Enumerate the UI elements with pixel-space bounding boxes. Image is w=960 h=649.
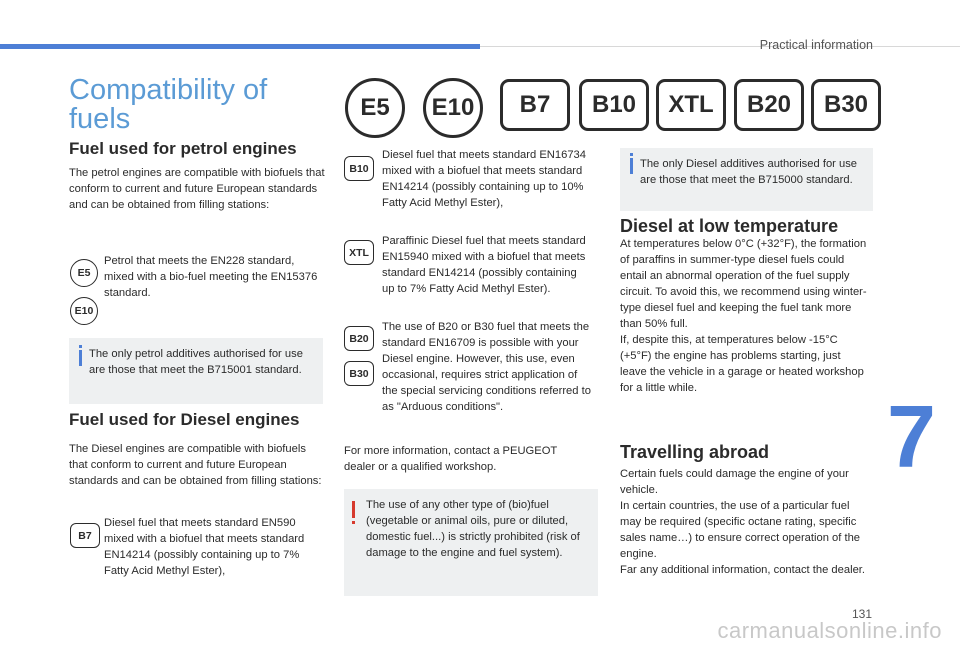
fuel-badge-xtl-large: XTL xyxy=(656,79,726,131)
info-icon xyxy=(79,350,82,366)
petrol-additives-note xyxy=(69,338,323,404)
abroad-paragraph-1: Certain fuels could damage the engine of your vehicle. xyxy=(620,468,849,496)
b7-text: Diesel fuel that meets standard EN590 mixed with a biofuel that meets standard EN14214 (possibly containing up to 7% Fatty Acid Methyl Ester), xyxy=(104,517,305,577)
diesel-additives-text: The only Diesel additives authorised for use are those that meet the B715000 standard. xyxy=(640,158,858,186)
warning-icon xyxy=(352,501,355,518)
fuel-badge-b30-large: B30 xyxy=(811,79,881,131)
abroad-heading: Travelling abroad xyxy=(620,442,770,462)
petrol-spec: Petrol that meets the EN228 standard, mixed with a bio-fuel meeting the EN15376 standard. xyxy=(104,255,318,299)
low-temp-text xyxy=(620,236,868,396)
low-temp-paragraph-1: At temperatures below 0°C (+32°F), the formation of paraffins in summer-type diesel fuels could entail an abnormal operation of the fuel supply circuit. To avoid this, we recommend using winter-type diesel fuel and keeping the fuel tank more than 50% full. xyxy=(620,238,867,330)
fuel-badge-b20-large: B20 xyxy=(734,79,804,131)
abroad-paragraph-2: In certain countries, the use of a particular fuel may be required (specific octane rating, specific sales name…) to ensure correct operation of the engine. xyxy=(620,500,861,560)
page-number: 131 xyxy=(851,607,872,621)
page-title xyxy=(69,76,267,134)
b7-badge: B7 xyxy=(70,523,100,548)
header-divider xyxy=(480,46,960,47)
xtl-text: Paraffinic Diesel fuel that meets standard EN15940 mixed with a biofuel that meets standard EN14214 (possibly containing up to 7% Fatty Acid Methyl Ester). xyxy=(382,235,586,295)
fuel-badge-e10-large: E10 xyxy=(423,78,483,138)
abroad-text xyxy=(620,466,870,578)
e10-badge: E10 xyxy=(70,297,98,325)
chapter-number: 7 xyxy=(887,387,936,486)
b20-badge: B20 xyxy=(344,326,374,351)
petrol-heading: Fuel used for petrol engines xyxy=(69,139,297,158)
b10-text: Diesel fuel that meets standard EN16734 mixed with a biofuel that meets standard EN14214 (possibly containing up to 10% Fatty Acid Methyl Ester), xyxy=(382,149,586,209)
page-title-line2: fuels xyxy=(69,103,131,135)
abroad-paragraph-3: Far any additional information, contact the dealer. xyxy=(620,564,866,576)
e5-badge: E5 xyxy=(70,259,98,287)
warning-note xyxy=(344,489,598,596)
warning-text: The use of any other type of (bio)fuel (vegetable or animal oils, pure or diluted, domestic fuel...) is strictly prohibited (risk of damage to the engine and fuel system). xyxy=(366,499,580,559)
b30-badge: B30 xyxy=(344,361,374,386)
section-title: Practical information xyxy=(759,38,873,52)
more-info-text: For more information, contact a PEUGEOT dealer or a qualified workshop. xyxy=(344,445,558,473)
fuel-badge-b10-large: B10 xyxy=(579,79,649,131)
low-temp-heading: Diesel at low temperature xyxy=(620,216,839,236)
diesel-additives-note xyxy=(620,148,873,211)
fuel-badge-b7-large: B7 xyxy=(500,79,570,131)
header-accent-bar xyxy=(0,44,480,49)
b10-badge: B10 xyxy=(344,156,374,181)
fuel-badge-e5-large: E5 xyxy=(345,78,405,138)
watermark: carmanualsonline.info xyxy=(717,618,942,643)
petrol-additives-text: The only petrol additives authorised for use are those that meet the B715001 standard. xyxy=(89,348,303,376)
page-title-line1: Compatibility of xyxy=(69,74,268,106)
diesel-heading: Fuel used for Diesel engines xyxy=(69,410,300,429)
xtl-badge: XTL xyxy=(344,240,374,265)
diesel-intro: The Diesel engines are compatible with biofuels that conform to current and future European standards and can be obtained from filling stations: xyxy=(69,443,322,487)
petrol-intro: The petrol engines are compatible with biofuels that conform to current and future European standards and can be obtained from filling stations: xyxy=(69,167,325,211)
low-temp-paragraph-2: If, despite this, at temperatures below -15°C (+5°F) the engine has problems starting, just leave the vehicle in a garage or heated workshop for a little while. xyxy=(620,334,864,394)
b20-b30-text: The use of B20 or B30 fuel that meets the standard EN16709 is possible with your Diesel engine. However, this use, even occasional, requires strict application of the special servicing conditions referred to as "Arduous conditions". xyxy=(382,321,591,413)
info-icon xyxy=(630,158,633,174)
